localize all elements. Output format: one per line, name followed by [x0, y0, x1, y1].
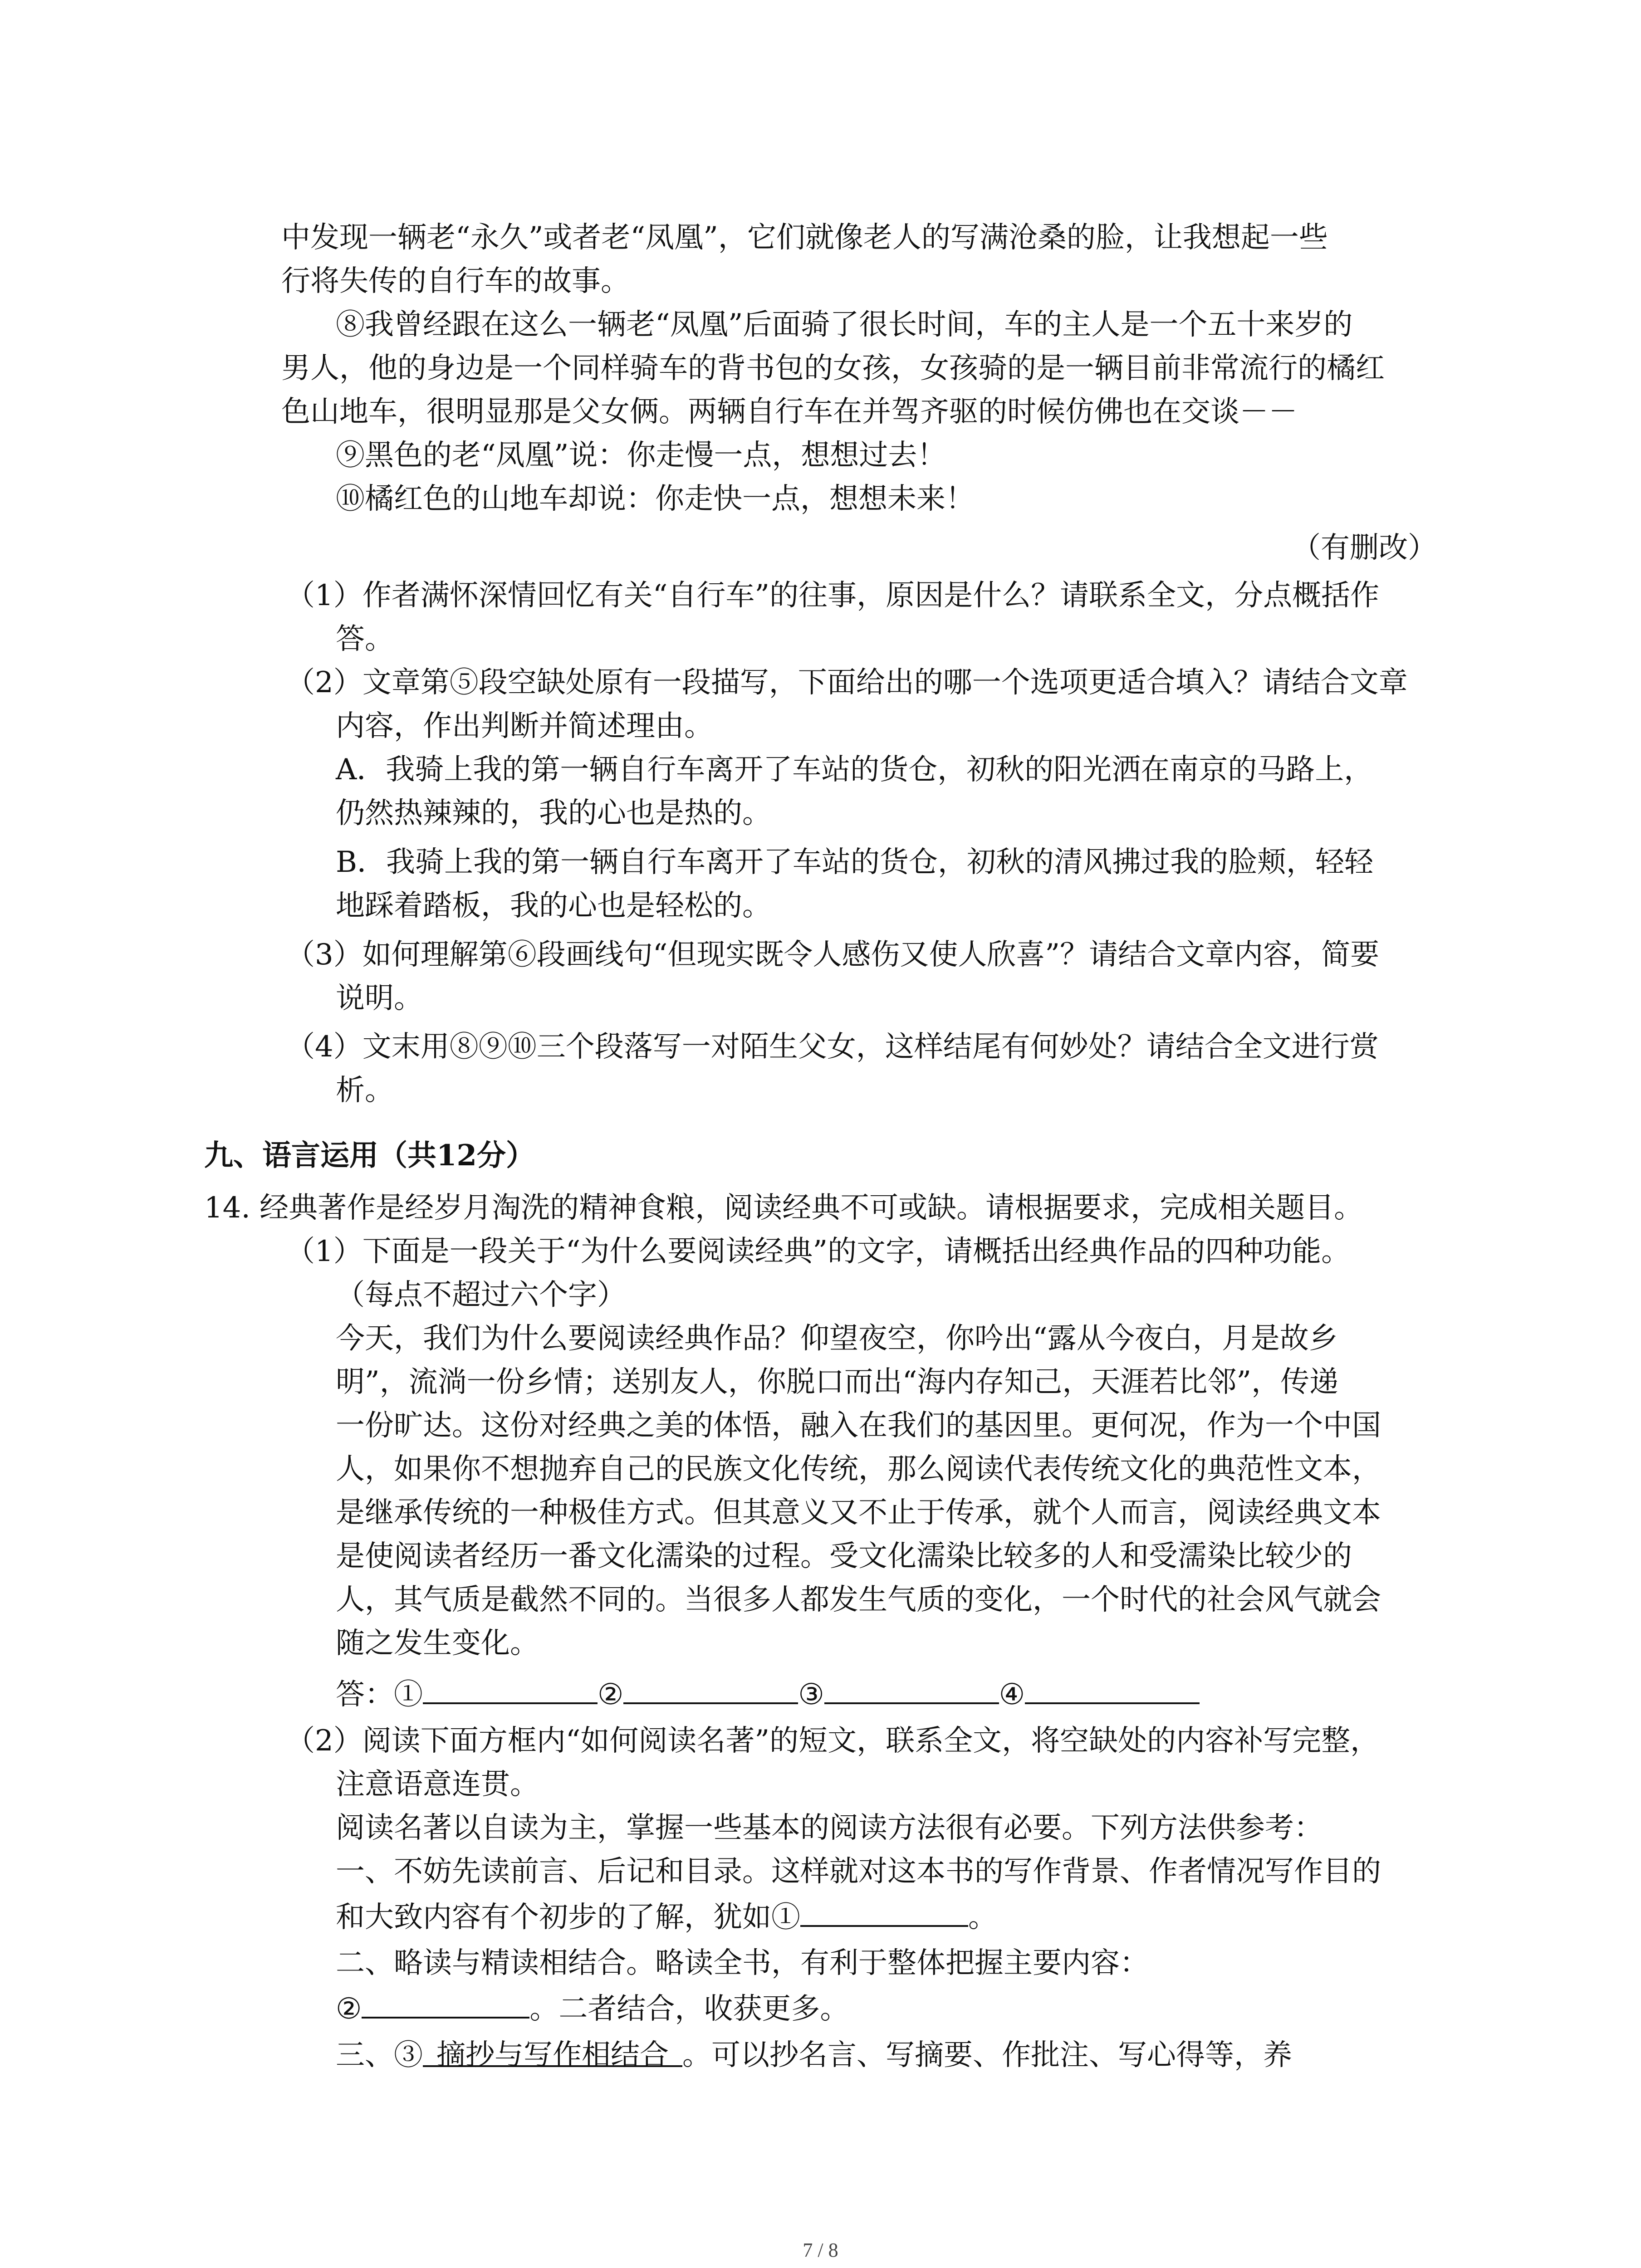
source-note: （有删改）	[1292, 531, 1437, 565]
question-line: 说明。	[336, 982, 423, 1015]
blank-marker-3: ③	[798, 1678, 824, 1711]
reading-text-line: 人，如果你不想抛弃自己的民族文化传统，那么阅读代表传统文化的典范性文本，	[336, 1452, 1381, 1486]
fill-blank-2[interactable]	[362, 1985, 529, 2019]
box-text-fragment: 三、③	[336, 2038, 423, 2072]
fill-blank-3[interactable]: 摘抄与写作相结合	[423, 2033, 682, 2067]
answer-blank-1[interactable]	[423, 1671, 598, 1704]
blank-marker-4: ④	[999, 1678, 1025, 1711]
box-text-fragment: 。二者结合，收获更多。	[529, 1992, 849, 2026]
option-b: B．我骑上我的第一辆自行车离开了车站的货仓，初秋的清风拂过我的脸颊，轻轻	[336, 846, 1374, 879]
question-13-2: （2）文章第⑤段空缺处原有一段描写，下面给出的哪一个选项更适合填入？请结合文章	[286, 666, 1408, 699]
blank-marker-2: ②	[598, 1678, 624, 1711]
reading-text-line: 人，其气质是截然不同的。当很多人都发生气质的变化，一个时代的社会风气就会	[336, 1583, 1381, 1617]
reading-text-line: 是使阅读者经历一番文化濡染的过程。受文化濡染比较多的人和受濡染比较少的	[336, 1540, 1352, 1573]
question-14-1: （1）下面是一段关于“为什么要阅读经典”的文字，请概括出经典作品的四种功能。	[286, 1235, 1351, 1268]
question-14-2: （2）阅读下面方框内“如何阅读名著”的短文，联系全文，将空缺处的内容补写完整，	[286, 1724, 1380, 1758]
box-text-fragment: 。	[968, 1901, 997, 1934]
passage-line: 行将失传的自行车的故事。	[281, 264, 630, 298]
passage-paragraph-10: ⑩橘红色的山地车却说：你走快一点，想想未来！	[336, 482, 975, 516]
question-line: 内容，作出判断并简述理由。	[336, 709, 713, 743]
passage-paragraph-8: ⑧我曾经跟在这么一辆老“凤凰”后面骑了很长时间，车的主人是一个五十来岁的	[336, 308, 1353, 342]
box-text-line: 一、不妨先读前言、后记和目录。这样就对这本书的写作背景、作者情况写作目的	[336, 1855, 1381, 1888]
question-note: （每点不超过六个字）	[336, 1278, 626, 1312]
question-13-1: （1）作者满怀深情回忆有关“自行车”的往事，原因是什么？请联系全文，分点概括作	[286, 579, 1380, 612]
box-text-fragment: 和大致内容有个初步的了解，犹如①	[336, 1901, 800, 1934]
box-text-line: 阅读名著以自读为主，掌握一些基本的阅读方法很有必要。下列方法供参考：	[336, 1811, 1323, 1845]
reading-text-line: 是继承传统的一种极佳方式。但其意义又不止于传承，就个人而言，阅读经典文本	[336, 1496, 1381, 1530]
question-line: 析。	[336, 1074, 394, 1107]
box-text-line	[336, 2033, 1292, 2077]
reading-text-line: 今天，我们为什么要阅读经典作品？仰望夜空，你吟出“露从今夜白，月是故乡	[336, 1322, 1338, 1355]
answer-blank-4[interactable]	[1025, 1671, 1200, 1704]
blank-marker-1: ①	[394, 1678, 423, 1711]
box-text-fragment: ②	[336, 1992, 362, 2026]
option-a: A．我骑上我的第一辆自行车离开了车站的货仓，初秋的阳光洒在南京的马路上，	[336, 753, 1373, 787]
option-b-line: 地踩着踏板，我的心也是轻松的。	[336, 889, 771, 923]
question-14-stem: 14. 经典著作是经岁月淘洗的精神食粮，阅读经典不可或缺。请根据要求，完成相关题目。	[204, 1191, 1363, 1225]
fill-blank-1[interactable]	[800, 1893, 968, 1927]
page-number: 7 / 8	[803, 2239, 838, 2261]
passage-paragraph-9: ⑨黑色的老“凤凰”说：你走慢一点，想想过去！	[336, 439, 946, 472]
answer-line	[336, 1671, 1200, 1716]
reading-text-line: 明”，流淌一份乡情；送别友人，你脱口而出“海内存知己，天涯若比邻”，传递	[336, 1365, 1339, 1399]
box-text-fragment: 。可以抄名言、写摘要、作批注、写心得等，养	[682, 2038, 1292, 2072]
box-text-line	[336, 1985, 849, 2031]
reading-text-line: 随之发生变化。	[336, 1627, 539, 1660]
passage-line: 男人，他的身边是一个同样骑车的背书包的女孩，女孩骑的是一辆目前非常流行的橘红	[281, 352, 1385, 385]
question-13-4: （4）文末用⑧⑨⑩三个段落写一对陌生父女，这样结尾有何妙处？请结合全文进行赏	[286, 1030, 1379, 1064]
answer-prefix: 答：	[336, 1678, 394, 1711]
passage-line: 色山地车，很明显那是父女俩。两辆自行车在并驾齐驱的时候仿佛也在交谈－－	[281, 395, 1298, 429]
passage-line: 中发现一辆老“永久”或者老“凤凰”，它们就像老人的写满沧桑的脸，让我想起一些	[281, 221, 1328, 254]
box-text-line	[336, 1893, 997, 1939]
section-heading: 九、语言运用（共12分）	[204, 1139, 535, 1173]
option-a-line: 仍然热辣辣的，我的心也是热的。	[336, 797, 771, 830]
answer-blank-3[interactable]	[824, 1671, 999, 1704]
question-line: 注意语意连贯。	[336, 1768, 539, 1801]
reading-text-line: 一份旷达。这份对经典之美的体悟，融入在我们的基因里。更何况，作为一个中国	[336, 1409, 1381, 1442]
answer-blank-2[interactable]	[623, 1671, 798, 1704]
question-line: 答。	[336, 622, 394, 656]
question-13-3: （3）如何理解第⑥段画线句“但现实既令人感伤又使人欣喜”？请结合文章内容，简要	[286, 938, 1380, 972]
box-text-line: 二、略读与精读相结合。略读全书，有利于整体把握主要内容：	[336, 1946, 1149, 1980]
